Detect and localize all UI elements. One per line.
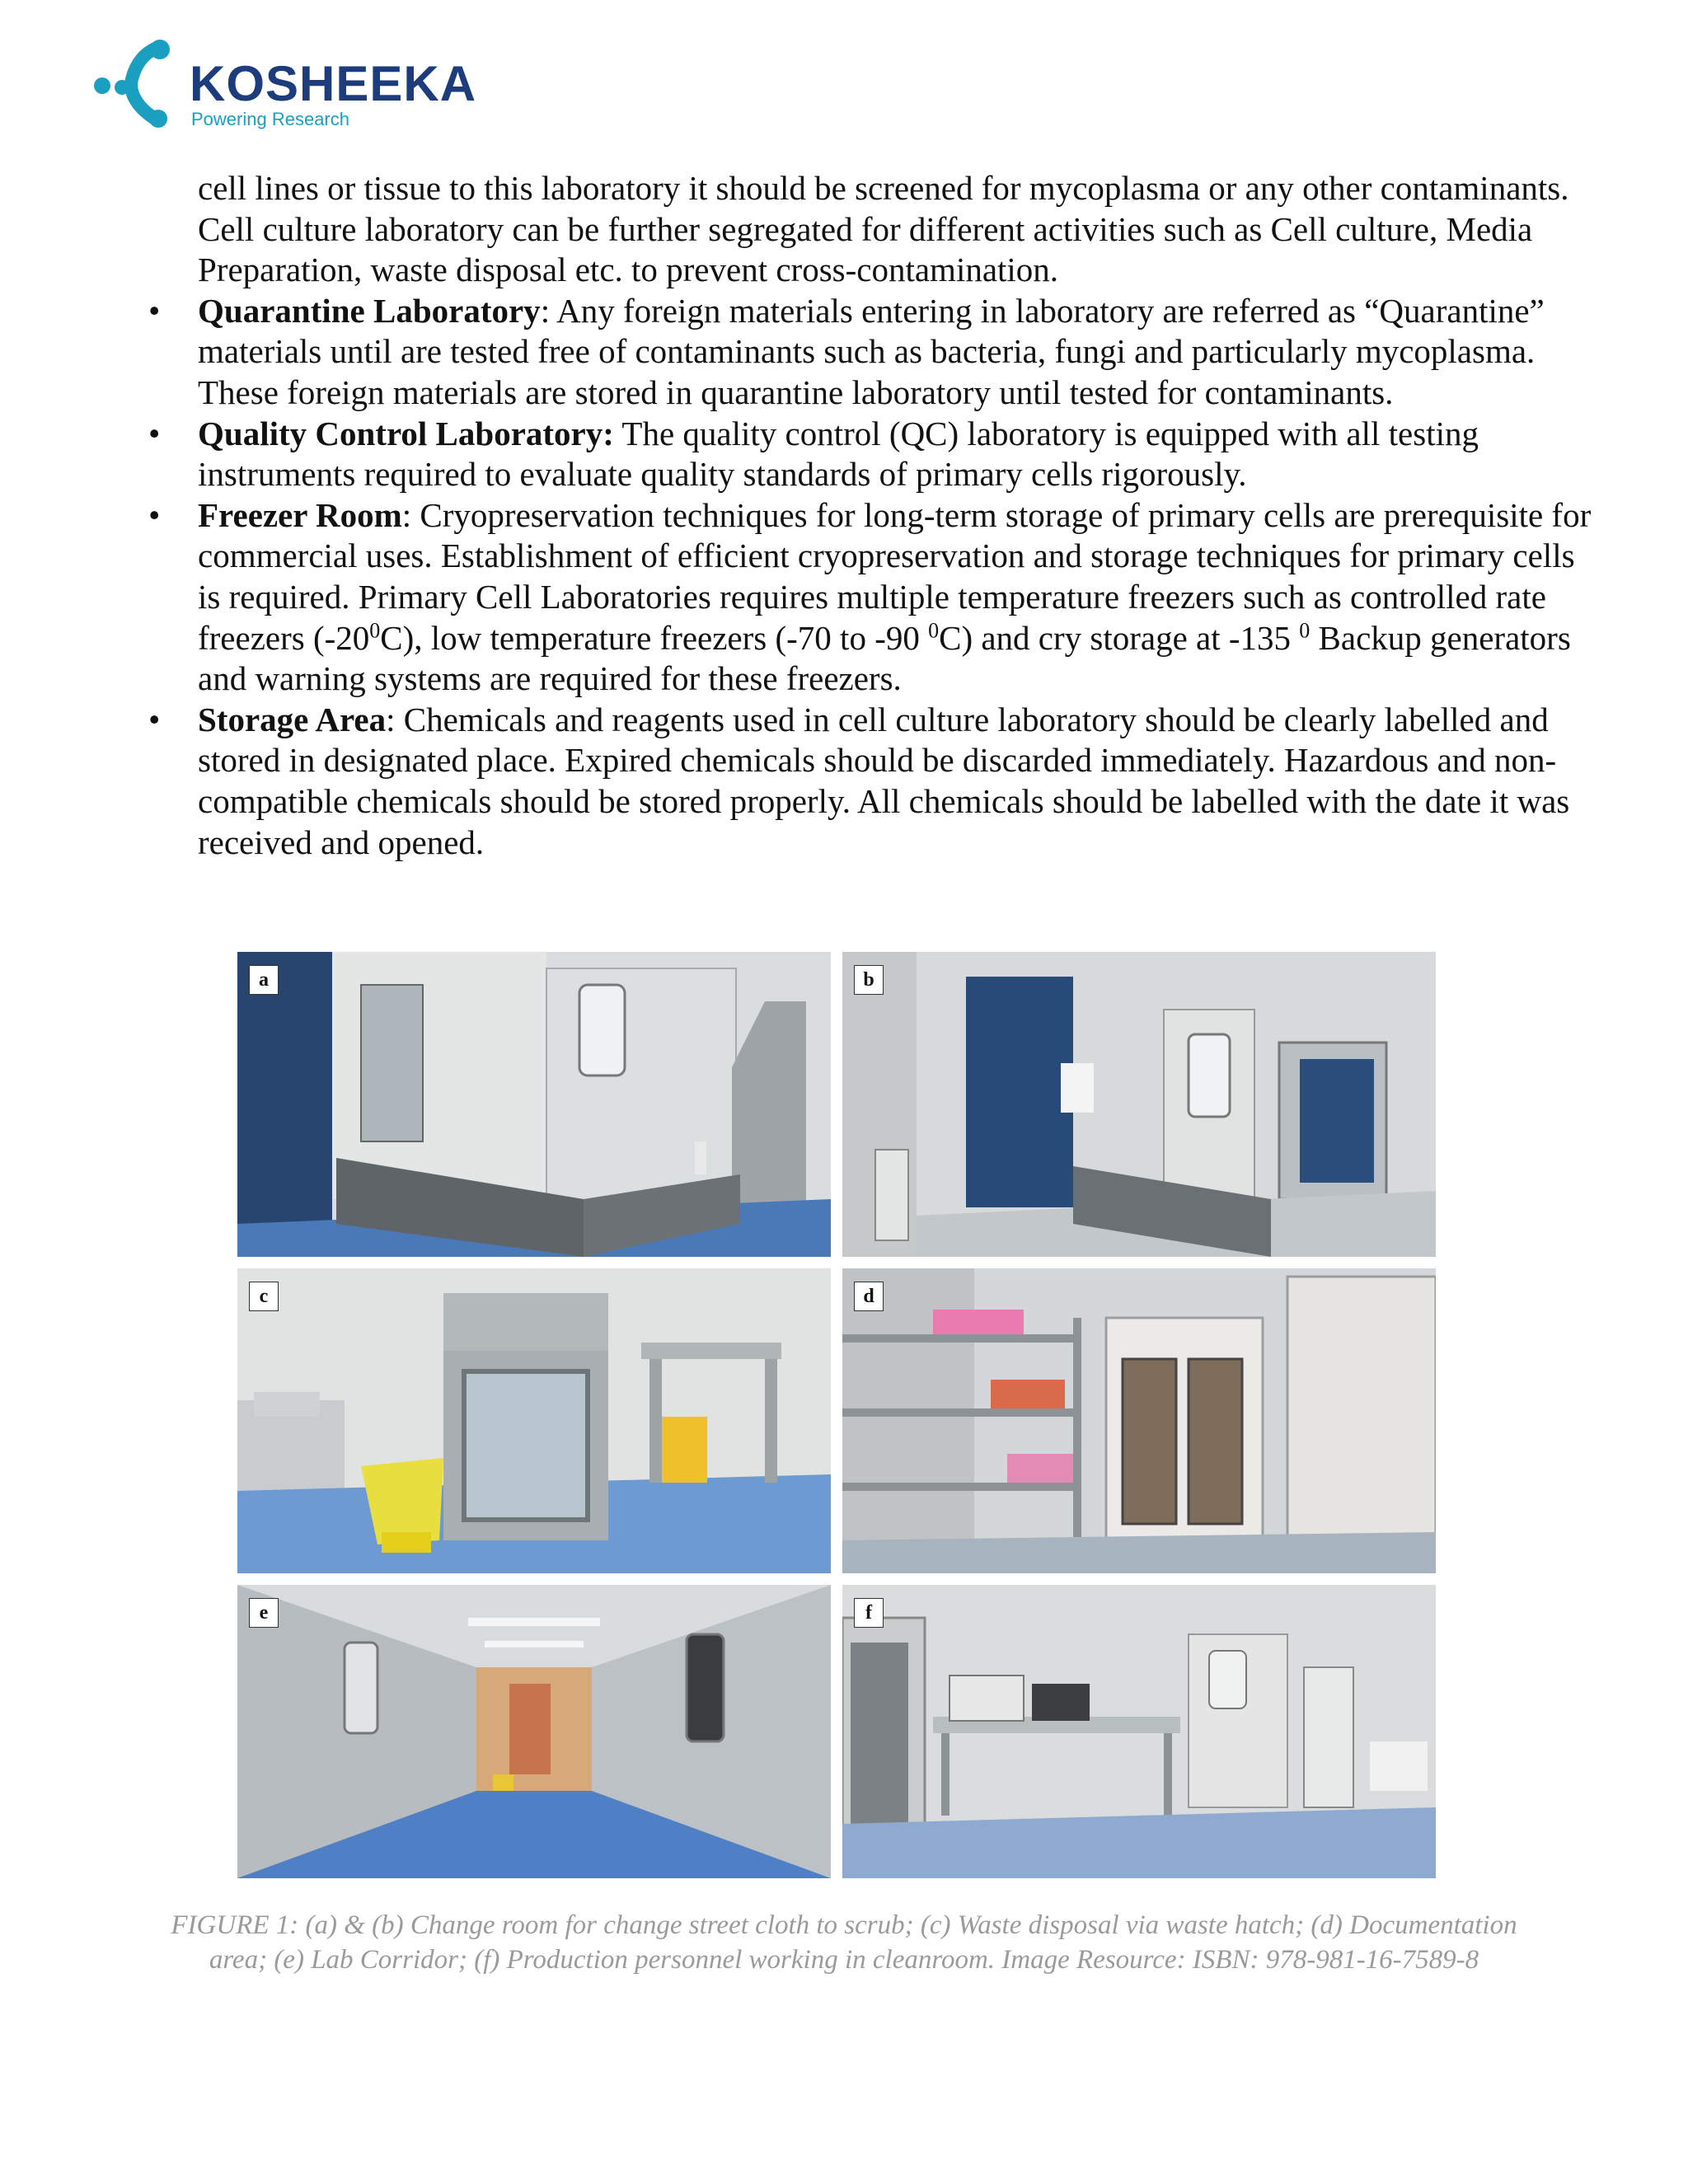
kosheeka-logo-icon [92,36,183,135]
intro-paragraph: cell lines or tissue to this laboratory it should be screened for mycoplasma or any other contaminants. Cell culture laboratory can be further segregated for different activities such as Cell culture, Media Preparation, waste disposal etc. to prevent cross-contamination. [198,169,1569,289]
bullet-title-suffix: : [386,700,396,738]
photo-panel-d [842,1268,1436,1573]
panel-label: f [854,1598,884,1628]
lab-area-list [147,291,1597,863]
panel-label: d [854,1282,884,1311]
waste-hatch-photo-icon [237,1268,831,1573]
bullet-title-suffix: : [540,291,551,330]
bullet-text: Cryopreservation techniques for long-term storage of primary cells are prerequisite for commercial uses. Establishment of efficient cryopreservation and storage techniques for primary cells is required. Primary Cell Laboratories requires multiple temperature freezers such as controlled rate freezers (-20 [198,495,1592,657]
bullet-text: Any foreign materials entering in laboratory are referred as “Quarantine” materials until are tested free of contaminants such as bacteria, fungi and particularly mycoplasma. These foreign materials are stored in quarantine laboratory until tested for contaminants. [198,291,1545,411]
bullet-text: C), low temperature freezers (-70 to -90 [380,618,929,657]
change-room-photo-icon [842,952,1436,1257]
bullet-title-suffix: : [401,495,412,534]
list-item-freezer-room [147,495,1597,700]
bullet-icon: • [148,495,161,534]
change-room-photo-icon [237,952,831,1257]
logo-name: KOSHEEKA [190,56,477,111]
superscript: 0 [928,617,940,642]
photo-panel-a [237,952,831,1257]
bullet-title: Quality Control Laboratory: [198,414,614,452]
corridor-photo-icon [237,1585,831,1878]
superscript: 0 [369,617,381,642]
photo-panel-e [237,1585,831,1878]
superscript: 0 [1299,617,1311,642]
caption-line-1: FIGURE 1: (a) & (b) Change room for change street cloth to scrub; (c) Waste disposal via waste hatch; (d) Documentation [171,1910,1517,1940]
panel-label: e [249,1598,279,1628]
photo-panel-c [237,1268,831,1573]
bullet-icon: • [148,414,161,452]
photo-panel-b [842,952,1436,1257]
panel-label: a [249,965,279,995]
list-item-quality-control [147,414,1597,495]
bullet-text: Backup generators and warning systems are required for these freezers. [198,618,1571,698]
cleanroom-photo-icon [842,1585,1436,1878]
figure-1 [237,952,1436,1878]
bullet-icon: • [148,291,161,330]
document-body [147,168,1597,863]
bullet-text: Chemicals and reagents used in cell culture laboratory should be clearly labelled and stored in designated place. Expired chemicals should be discarded immediately. Hazardous and non-compatible chemicals should be stored properly. All chemicals should be labelled with the date it was received and opened. [198,700,1570,861]
bullet-title: Quarantine Laboratory [198,291,541,330]
logo-tagline: Powering Research [191,109,349,129]
caption-line-2: area; (e) Lab Corridor; (f) Production personnel working in cleanroom. Image Resource: ISBN: 978-981-16-7589-8 [209,1945,1479,1975]
list-item-storage-area [147,700,1597,863]
bullet-text: The quality control (QC) laboratory is equipped with all testing instruments required to evaluate quality standards of primary cells rigorously. [198,414,1479,494]
documentation-area-photo-icon [842,1268,1436,1573]
panel-label: c [249,1282,279,1311]
panel-label: b [854,965,884,995]
list-item-quarantine [147,291,1597,414]
photo-panel-f [842,1585,1436,1878]
bullet-text: C) and cry storage at -135 [939,618,1300,657]
bullet-title: Freezer Room [198,495,402,534]
figure-caption [82,1908,1606,1977]
kosheeka-logo [92,36,480,135]
bullet-icon: • [148,700,161,738]
bullet-title: Storage Area [198,700,387,738]
